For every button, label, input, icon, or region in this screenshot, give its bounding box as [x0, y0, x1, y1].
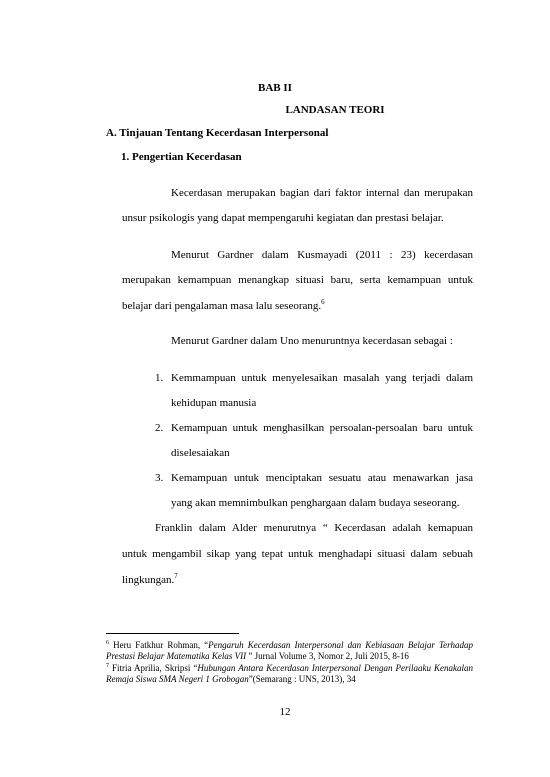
chapter-title: LANDASAN TEORI	[285, 104, 385, 116]
list-item-2-line-1: Kemampuan untuk menghasilkan persoalan-persoalan baru untuk	[171, 422, 473, 434]
paragraph-3: Menurut Gardner dalam Uno menuruntnya kecerdasan sebagai :	[171, 335, 453, 347]
footnote-6-source: ” Jurnal Volume 3, Nomor 2, Juli 2015, 8-16	[246, 651, 409, 661]
footnote-6-author: Heru Fatkhur Rohman, “	[113, 640, 209, 650]
footnote-7-author: Fitria Aprilia, Skripsi “	[112, 663, 198, 673]
footnote-7-title: Hubungan Antara Kecerdasan Interpersonal Dengan Perilaaku	[197, 663, 431, 673]
paragraph-1-line-1: Kecerdasan merupakan bagian dari faktor internal dan merupakan	[171, 187, 473, 199]
page-number: 12	[279, 706, 291, 718]
list-item-2-line-2: diselesaiakan	[171, 447, 230, 459]
footnote-7	[106, 663, 473, 685]
paragraph-4-line-2: untuk mengambil sikap yang tepat untuk menghadapi situasi dalam sebuah	[122, 548, 473, 560]
footnote-7-number: 7	[106, 663, 109, 669]
chapter-heading: BAB II	[258, 82, 292, 94]
footnote-6-title: Pengaruh Kecerdasan Interpersonal dan Kebiasaan Belajar Terhadap	[208, 640, 473, 650]
list-item-3-line-2: yang akan memnimbulkan penghargaan dalam budaya seseorang.	[171, 497, 460, 509]
section-heading-a: A. Tinjauan Tentang Kecerdasan Interpersonal	[106, 127, 329, 139]
footnote-6-title-cont: Prestasi Belajar Matematika Kelas VII	[106, 651, 247, 661]
footnote-7-title-cont: Kenakalan Remaja Siswa SMA Negeri 1 Grobogan	[106, 663, 473, 684]
footnote-6	[106, 640, 473, 662]
list-item-2-number: 2.	[155, 422, 164, 434]
subsection-heading-1: 1. Pengertian Kecerdasan	[121, 151, 242, 163]
paragraph-2-line-1: Menurut Gardner dalam Kusmayadi (2011 : 23) kecerdasan	[171, 249, 473, 261]
footnote-ref-6: 6	[321, 298, 325, 306]
paragraph-4-line-1: Franklin dalam Alder menurutnya “ Kecerdasan adalah kemapuan	[155, 522, 473, 534]
paragraph-2-line-2: merupakan kemampuan menangkap situasi baru, serta kemampuan untuk	[122, 274, 473, 286]
paragraph-1-line-2: unsur psikologis yang dapat mempengaruhi kegiatan dan prestasi belajar.	[122, 212, 444, 224]
footnote-7-source: ”(Semarang : UNS, 2013), 34	[248, 674, 356, 684]
footnote-separator	[106, 633, 239, 634]
footnote-ref-7: 7	[174, 572, 178, 580]
list-item-1-number: 1.	[155, 372, 164, 384]
list-item-1-line-2: kehidupan manusia	[171, 397, 257, 409]
footnote-6-number: 6	[106, 640, 109, 646]
list-item-3-line-1: Kemampuan untuk menciptakan sesuatu atau menawarkan jasa	[171, 472, 473, 484]
list-item-1-line-1: Kemmampuan untuk menyelesaikan masalah yang terjadi dalam	[171, 372, 473, 384]
paragraph-2-line-3: belajar dari pengalaman masa lalu seseorang.$^6$	[122, 298, 325, 312]
paragraph-4-line-3: lingkungan.$^7$	[122, 572, 178, 586]
list-item-3-number: 3.	[155, 472, 164, 484]
